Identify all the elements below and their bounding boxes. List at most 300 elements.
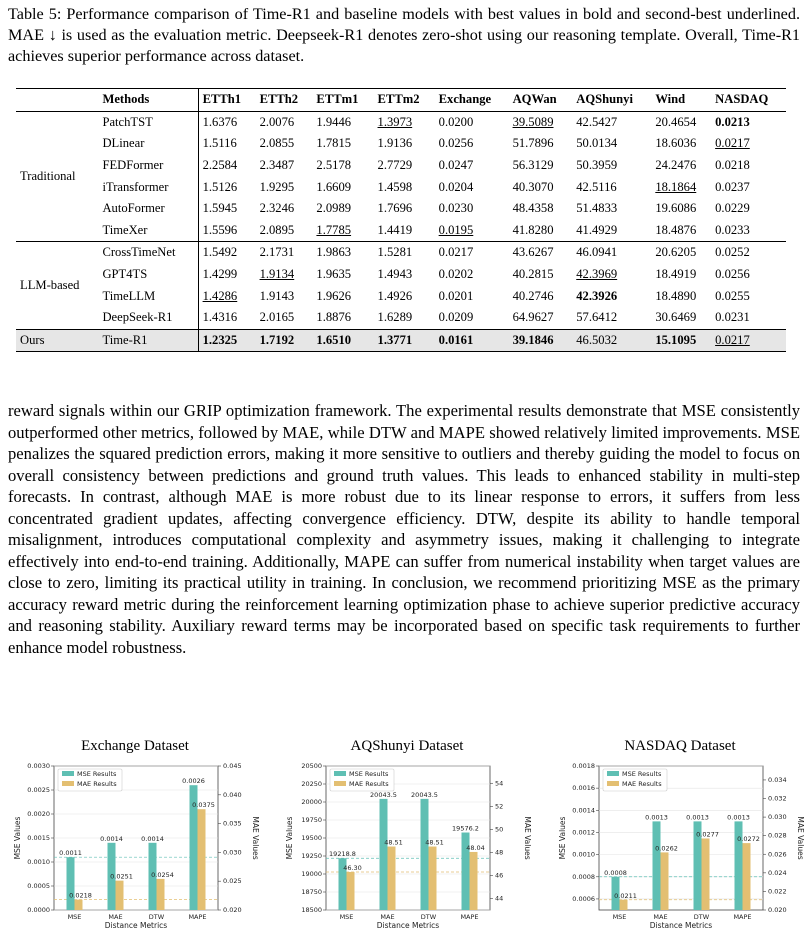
- metric-value: 39.1846: [512, 332, 554, 347]
- method-name: DLinear: [98, 133, 198, 155]
- table-cell: [509, 242, 573, 264]
- metric-value: 2.3487: [259, 158, 295, 173]
- table-cell: [312, 176, 373, 198]
- metric-value: 41.4929: [576, 222, 618, 237]
- method-name: DeepSeek-R1: [98, 307, 198, 329]
- metric-value: 1.9446: [316, 114, 352, 129]
- y-tick-label: 0.0010: [572, 850, 595, 859]
- y-tick-label: 20500: [301, 762, 322, 770]
- mae-bar-label: 48.51: [425, 838, 444, 847]
- table-cell: [374, 264, 435, 286]
- metric-value: 1.9626: [316, 288, 352, 303]
- table-cell: [435, 307, 509, 329]
- legend: [330, 769, 394, 791]
- table-cell: [509, 133, 573, 155]
- y-tick-label: 19500: [301, 834, 322, 842]
- body-paragraph: reward signals within our GRIP optimization framework. The experimental results demonstrate that MSE consistently outperformed other metrics, followed by MAE, while DTW and MAPE showed relatively limited improvements. MSE penalizes the squared prediction errors, making it more sensitive to outliers and thereby guiding the model to focus on overall consistency between predictions and ground truth values. This leads to enhanced stability in multi-step forecasts. In contrast, although MAE is more robust due to its linear response to errors, it suffers from less concentrated gradient updates, affecting convergence efficiency. DTW, despite its ability to handle temporal misalignment, introduces computational complexity and asymmetry issues, making it challenging to integrate effectively into end-to-end training. Additionally, MAPE can suffer from numerical instability when target values are close to zero, limiting its practical utility in training. In conclusion, we recommend prioritizing MSE as the primary accuracy reward metric during the reinforcement learning optimization phase to achieve superior predictive accuracy and reasoning stability. Auxiliary reward terms may be incorporated based on specific task requirements to further enhance model robustness.: [8, 401, 800, 657]
- table-cell: [509, 176, 573, 198]
- header-dataset: ETTh1: [198, 89, 255, 112]
- table-cell: [256, 176, 313, 198]
- mae-bar-label: 0.0272: [737, 835, 760, 844]
- metric-value: 2.3246: [259, 201, 295, 216]
- mae-bar: [388, 847, 396, 910]
- y-axis-label: MSE Values: [558, 816, 567, 860]
- mse-bar-label: 0.0011: [59, 849, 82, 858]
- metric-value: 20.4654: [655, 114, 697, 129]
- mse-bar-label: 0.0014: [100, 834, 123, 843]
- metric-value: 18.1864: [655, 179, 697, 194]
- x-tick-label: MAPE: [733, 913, 752, 921]
- y-tick-label: 0.0000: [27, 906, 50, 914]
- y-tick-label: 0.0016: [572, 784, 595, 793]
- table-row: [16, 155, 786, 177]
- metric-value: 2.2584: [202, 158, 238, 173]
- mse-bar-label: 0.0013: [645, 813, 668, 822]
- method-name: GPT4TS: [98, 264, 198, 286]
- table-cell: [312, 242, 373, 264]
- y-right-tick-label: 0.030: [768, 813, 787, 822]
- metric-value: 2.1731: [259, 245, 295, 260]
- table-cell: [374, 242, 435, 264]
- header-dataset: Wind: [651, 89, 711, 112]
- table-cell: [374, 155, 435, 177]
- table-cell: [711, 307, 786, 329]
- y-tick-label: 20000: [301, 798, 322, 806]
- mse-bar-label: 19576.2: [452, 824, 479, 833]
- table-row: [16, 307, 786, 329]
- y-tick-label: 0.0005: [27, 882, 50, 890]
- legend-label: MSE Results: [622, 770, 662, 778]
- y-tick-label: 0.0006: [572, 894, 595, 903]
- mse-bar-label: 0.0013: [727, 813, 750, 822]
- metric-value: 50.3959: [576, 158, 618, 173]
- mae-bar: [620, 900, 628, 910]
- table-cell: [256, 133, 313, 155]
- table-cell: [312, 111, 373, 133]
- table-cell: [256, 264, 313, 286]
- table-cell: [374, 176, 435, 198]
- metric-value: 2.0989: [316, 201, 352, 216]
- metric-value: 30.6469: [655, 310, 697, 325]
- table-cell: [198, 176, 255, 198]
- legend-swatch: [62, 781, 74, 786]
- table-cell: [198, 111, 255, 133]
- x-tick-label: MAPE: [460, 913, 479, 921]
- table-cell: [651, 329, 711, 352]
- legend-swatch: [334, 781, 346, 786]
- table-cell: [711, 220, 786, 242]
- mse-bar-label: 19218.8: [329, 850, 356, 859]
- metric-value: 1.6510: [316, 332, 352, 347]
- legend-label: MAE Results: [622, 780, 662, 788]
- table-cell: [651, 111, 711, 133]
- table-cell: [198, 242, 255, 264]
- y-right-tick-label: 50: [495, 825, 504, 834]
- table-cell: [651, 242, 711, 264]
- metric-value: 1.4286: [202, 288, 238, 303]
- y-right-tick-label: 46: [495, 871, 504, 880]
- metric-value: 1.4419: [377, 222, 413, 237]
- metric-value: 15.1095: [655, 332, 697, 347]
- table-cell: [312, 307, 373, 329]
- header-dataset: AQWan: [509, 89, 573, 112]
- metric-value: 2.5178: [316, 158, 352, 173]
- metric-value: 19.6086: [655, 201, 697, 216]
- y-right-tick-label: 0.026: [768, 850, 787, 859]
- x-axis-label: Distance Metrics: [376, 921, 440, 930]
- table-cell: [312, 133, 373, 155]
- table-cell: [509, 111, 573, 133]
- metric-value: 51.7896: [512, 136, 554, 151]
- y-right-axis-label: MAE Values: [523, 816, 532, 860]
- table-cell: [256, 307, 313, 329]
- y-right-tick-label: 52: [495, 802, 504, 811]
- legend-label: MSE Results: [77, 770, 117, 778]
- metric-value: 0.0229: [715, 201, 750, 216]
- y-right-tick-label: 0.020: [768, 906, 787, 914]
- table-cell: [256, 285, 313, 307]
- table-cell: [374, 198, 435, 220]
- y-right-tick-label: 48: [495, 848, 504, 857]
- table-cell: [651, 307, 711, 329]
- method-name: AutoFormer: [98, 198, 198, 220]
- table-row: [16, 133, 786, 155]
- table-cell: [572, 176, 651, 198]
- legend-swatch: [62, 771, 74, 776]
- x-tick-label: DTW: [148, 913, 165, 921]
- x-tick-label: DTW: [693, 913, 710, 921]
- metric-value: 57.6412: [576, 310, 618, 325]
- table-cell: [435, 285, 509, 307]
- table-cell: [198, 264, 255, 286]
- table-cell: [435, 176, 509, 198]
- metric-value: 0.0255: [715, 288, 750, 303]
- y-right-tick-label: 0.030: [223, 848, 242, 857]
- mae-bar: [702, 838, 710, 910]
- metric-value: 1.7696: [377, 201, 413, 216]
- metric-value: 0.0231: [715, 310, 750, 325]
- mae-bar: [429, 847, 437, 910]
- table-cell: [198, 285, 255, 307]
- metric-value: 1.6609: [316, 179, 352, 194]
- chart-nasdaq-plot: [555, 760, 805, 938]
- mae-bar: [157, 879, 165, 910]
- y-right-tick-label: 54: [495, 779, 504, 788]
- metric-value: 0.0200: [438, 114, 474, 129]
- metric-value: 1.4926: [377, 288, 413, 303]
- mae-bar: [75, 900, 83, 910]
- header-methods: Methods: [98, 89, 198, 112]
- metric-value: 1.9134: [259, 267, 295, 282]
- metric-value: 0.0161: [438, 332, 474, 347]
- table-cell: [711, 111, 786, 133]
- metric-value: 0.0217: [715, 136, 750, 151]
- metric-value: 1.2325: [202, 332, 238, 347]
- table-cell: [435, 198, 509, 220]
- mse-bar: [653, 821, 661, 910]
- method-name: Time-R1: [98, 329, 198, 352]
- table-cell: [572, 220, 651, 242]
- table-cell: [374, 133, 435, 155]
- x-tick-label: DTW: [420, 913, 437, 921]
- metric-value: 56.3129: [512, 158, 554, 173]
- table-row: [16, 329, 786, 352]
- y-tick-label: 18750: [301, 888, 322, 896]
- table-cell: [711, 242, 786, 264]
- header-dataset: NASDAQ: [711, 89, 786, 112]
- table-cell: [572, 329, 651, 352]
- mse-bar-label: 0.0013: [686, 813, 709, 822]
- y-right-tick-label: 0.034: [768, 775, 787, 784]
- method-name: TimeXer: [98, 220, 198, 242]
- table-cell: [509, 198, 573, 220]
- mae-bar-label: 0.0375: [192, 801, 215, 810]
- chart-aqshunyi-plot: [282, 760, 532, 938]
- results-table: [16, 88, 786, 352]
- table-cell: [435, 329, 509, 352]
- metric-value: 1.6289: [377, 310, 413, 325]
- table-cell: [374, 220, 435, 242]
- x-tick-label: MAE: [653, 913, 668, 921]
- metric-value: 0.0256: [715, 267, 750, 282]
- table-cell: [256, 242, 313, 264]
- y-right-tick-label: 0.024: [768, 868, 787, 877]
- metric-value: 46.0941: [576, 245, 618, 260]
- table-cell: [256, 155, 313, 177]
- mse-bar-label: 0.0008: [604, 868, 627, 877]
- y-right-tick-label: 44: [495, 894, 504, 903]
- table-cell: [312, 264, 373, 286]
- table-cell: [312, 285, 373, 307]
- metric-value: 1.7192: [259, 332, 295, 347]
- table-cell: [651, 264, 711, 286]
- mae-bar-label: 48.51: [384, 838, 403, 847]
- metric-value: 1.3771: [377, 332, 413, 347]
- table-cell: [572, 242, 651, 264]
- y-tick-label: 0.0025: [27, 786, 50, 794]
- y-tick-label: 0.0008: [572, 872, 595, 881]
- table-cell: [435, 111, 509, 133]
- metric-value: 39.5089: [512, 114, 554, 129]
- metric-value: 0.0233: [715, 222, 750, 237]
- table-cell: [312, 198, 373, 220]
- table-cell: [256, 198, 313, 220]
- metric-value: 0.0252: [715, 245, 750, 260]
- table-cell: [509, 264, 573, 286]
- mse-bar: [380, 799, 388, 910]
- y-tick-label: 19750: [301, 816, 322, 824]
- table-row: [16, 198, 786, 220]
- metric-value: 1.8876: [316, 310, 352, 325]
- metric-value: 2.7729: [377, 158, 413, 173]
- group-label: LLM-based: [16, 242, 98, 329]
- mae-bar-label: 48.04: [466, 843, 485, 852]
- table-cell: [572, 307, 651, 329]
- metric-value: 1.4316: [202, 310, 238, 325]
- metric-value: 43.6267: [512, 245, 554, 260]
- y-tick-label: 0.0030: [27, 762, 50, 770]
- y-tick-label: 0.0014: [572, 806, 595, 815]
- table-cell: [711, 285, 786, 307]
- x-tick-label: MSE: [339, 913, 354, 921]
- legend: [603, 769, 667, 791]
- y-right-tick-label: 0.028: [768, 831, 787, 840]
- metric-value: 24.2476: [655, 158, 697, 173]
- y-right-tick-label: 0.035: [223, 819, 242, 828]
- table-cell: [651, 198, 711, 220]
- metric-value: 1.9635: [316, 267, 352, 282]
- mae-bar-label: 0.0218: [69, 891, 92, 900]
- metric-value: 42.3969: [576, 267, 618, 282]
- metric-value: 46.5032: [576, 332, 618, 347]
- mae-bar: [198, 809, 206, 910]
- y-right-tick-label: 0.025: [223, 877, 242, 886]
- table-caption: Table 5: Performance comparison of Time-R1 and baseline models with best values in bold and second-best underlined. MAE ↓ is used as the evaluation metric. Deepseek-R1 denotes zero-shot using our reasoning template. Overall, Time-R1 achieves superior performance across dataset.: [8, 5, 800, 65]
- chart-exchange-plot: [10, 760, 260, 938]
- chart-exchange: [10, 738, 260, 938]
- metric-value: 0.0217: [715, 332, 750, 347]
- table-cell: [711, 155, 786, 177]
- mse-bar: [421, 799, 429, 910]
- metric-value: 40.2746: [512, 288, 554, 303]
- table-cell: [711, 264, 786, 286]
- table-cell: [435, 155, 509, 177]
- y-tick-label: 20250: [301, 780, 322, 788]
- table-cell: [256, 220, 313, 242]
- metric-value: 1.4598: [377, 179, 413, 194]
- y-tick-label: 0.0018: [572, 762, 595, 770]
- table-cell: [572, 133, 651, 155]
- mae-bar-label: 0.0251: [110, 872, 133, 881]
- table-cell: [374, 111, 435, 133]
- table-row: [16, 176, 786, 198]
- table-cell: [572, 285, 651, 307]
- metric-value: 20.6205: [655, 245, 697, 260]
- metric-value: 41.8280: [512, 222, 554, 237]
- x-axis-label: Distance Metrics: [104, 921, 168, 930]
- metric-value: 0.0247: [438, 158, 474, 173]
- table-cell: [509, 220, 573, 242]
- mae-bar-label: 0.0211: [614, 891, 637, 900]
- table-cell: [572, 198, 651, 220]
- header-dataset: AQShunyi: [572, 89, 651, 112]
- table-cell: [509, 307, 573, 329]
- table-cell: [312, 220, 373, 242]
- metric-value: 0.0195: [438, 222, 474, 237]
- metric-value: 2.0076: [259, 114, 295, 129]
- metric-value: 1.5492: [202, 245, 238, 260]
- table-cell: [711, 198, 786, 220]
- y-right-tick-label: 0.020: [223, 906, 242, 914]
- table-row: [16, 264, 786, 286]
- metric-value: 1.9136: [377, 136, 413, 151]
- legend-label: MAE Results: [77, 780, 117, 788]
- table-cell: [198, 329, 255, 352]
- mae-bar: [470, 852, 478, 910]
- chart-title: Exchange Dataset: [81, 738, 189, 754]
- table-row: [16, 111, 786, 133]
- chart-title: NASDAQ Dataset: [624, 738, 736, 754]
- table-cell: [198, 198, 255, 220]
- table-cell: [374, 329, 435, 352]
- table-cell: [435, 242, 509, 264]
- table-cell: [312, 155, 373, 177]
- table-cell: [651, 133, 711, 155]
- metric-value: 1.7785: [316, 222, 352, 237]
- table-cell: [711, 133, 786, 155]
- table-row: [16, 242, 786, 264]
- mse-bar-label: 0.0014: [141, 834, 164, 843]
- metric-value: 1.5596: [202, 222, 238, 237]
- table-cell: [374, 307, 435, 329]
- metric-value: 1.5945: [202, 201, 238, 216]
- method-name: TimeLLM: [98, 285, 198, 307]
- table-body: [16, 111, 786, 352]
- x-tick-label: MSE: [612, 913, 627, 921]
- method-name: PatchTST: [98, 111, 198, 133]
- y-right-tick-label: 0.045: [223, 762, 242, 770]
- metric-value: 0.0218: [715, 158, 750, 173]
- metric-value: 1.6376: [202, 114, 238, 129]
- table-cell: [256, 111, 313, 133]
- method-name: iTransformer: [98, 176, 198, 198]
- metric-value: 2.0855: [259, 136, 295, 151]
- metric-value: 0.0230: [438, 201, 474, 216]
- table-cell: [572, 111, 651, 133]
- metric-value: 1.5281: [377, 245, 413, 260]
- metric-value: 64.9627: [512, 310, 554, 325]
- metric-value: 0.0204: [438, 179, 474, 194]
- table-cell: [374, 285, 435, 307]
- table-cell: [435, 220, 509, 242]
- table-cell: [435, 133, 509, 155]
- metric-value: 0.0213: [715, 114, 750, 129]
- table-cell: [572, 264, 651, 286]
- metric-value: 1.5116: [202, 136, 237, 151]
- metric-value: 18.4919: [655, 267, 697, 282]
- y-right-axis-label: MAE Values: [796, 816, 805, 860]
- metric-value: 0.0202: [438, 267, 474, 282]
- metric-value: 42.5427: [576, 114, 618, 129]
- mse-bar-label: 20043.5: [370, 790, 397, 799]
- y-tick-label: 0.0012: [572, 828, 595, 837]
- metric-value: 2.0895: [259, 222, 295, 237]
- legend-label: MSE Results: [349, 770, 389, 778]
- group-label: Ours: [16, 329, 98, 352]
- table-cell: [198, 220, 255, 242]
- header-row: [16, 89, 786, 112]
- table-cell: [198, 133, 255, 155]
- mae-bar-label: 0.0277: [696, 830, 719, 839]
- metric-value: 40.3070: [512, 179, 554, 194]
- mae-bar: [347, 872, 355, 910]
- metric-value: 1.9295: [259, 179, 295, 194]
- mae-bar-label: 46.30: [343, 863, 362, 872]
- mae-bar-label: 0.0262: [655, 844, 678, 853]
- x-tick-label: MAE: [108, 913, 123, 921]
- x-tick-label: MAE: [380, 913, 395, 921]
- metric-value: 50.0134: [576, 136, 618, 151]
- legend-label: MAE Results: [349, 780, 389, 788]
- mse-bar: [67, 857, 75, 910]
- table-row: [16, 285, 786, 307]
- metric-value: 1.9863: [316, 245, 352, 260]
- mse-bar-label: 0.0026: [182, 777, 205, 786]
- table-cell: [435, 264, 509, 286]
- y-tick-label: 0.0010: [27, 858, 50, 866]
- legend-swatch: [607, 781, 619, 786]
- table-cell: [572, 155, 651, 177]
